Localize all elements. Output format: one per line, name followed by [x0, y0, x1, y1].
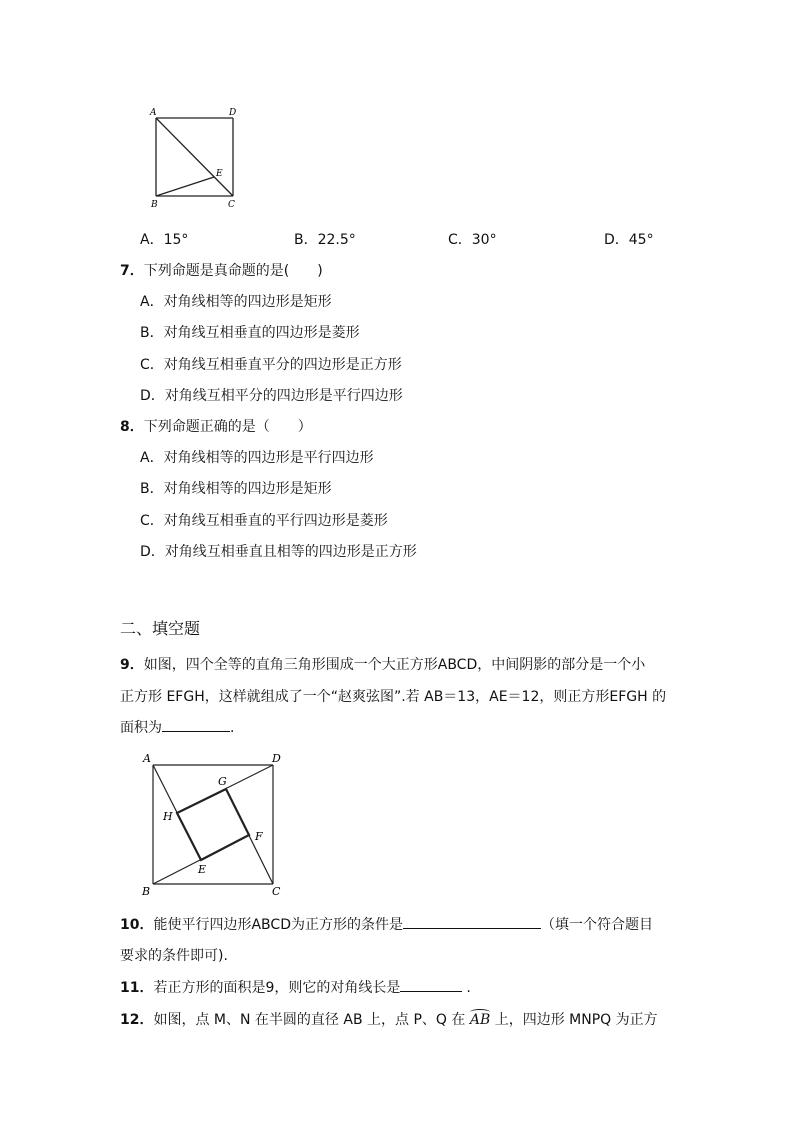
- arc-ab: AB: [469, 1012, 491, 1028]
- question-stem: 下列命题是真命题的是( ): [143, 263, 323, 279]
- label-a: A: [143, 752, 151, 765]
- label-c: C: [228, 200, 235, 210]
- label-d: D: [229, 108, 237, 118]
- answer-blank[interactable]: [400, 977, 462, 992]
- q8-option-c[interactable]: C．对角线互相垂直的平行四边形是菱形: [140, 513, 388, 529]
- q7-option-d[interactable]: D．对角线互相平分的四边形是平行四边形: [140, 388, 403, 404]
- question-12: [120, 1009, 658, 1029]
- label-b: B: [151, 200, 158, 210]
- section-title-fill-in: 二、填空题: [120, 619, 201, 638]
- question-text-end: .: [230, 720, 235, 736]
- label-e: E: [216, 169, 223, 179]
- area-value: 9: [265, 980, 275, 996]
- question-7: [120, 260, 323, 280]
- question-text: 如图，四个全等的直角三角形围成一个大正方形ABCD，中间阴影的部分是一个小: [143, 657, 646, 673]
- question-text: （填一个符合题目: [540, 917, 653, 933]
- label-d: D: [272, 752, 281, 765]
- question-10-line2: 要求的条件即可).: [120, 948, 228, 964]
- q7-option-b[interactable]: B．对角线互相垂直的四边形是菱形: [140, 325, 360, 341]
- question-number: 12．: [120, 1012, 154, 1028]
- question-text: 能使平行四边形ABCD为正方形的条件是: [153, 917, 403, 933]
- q6-option-d[interactable]: D．45°: [604, 232, 654, 248]
- question-number: 10．: [120, 917, 154, 933]
- question-text: 面积为: [120, 720, 162, 736]
- question-9-line2: 正方形 EFGH，这样就组成了一个“赵爽弦图”.若 AB＝13，AE＝12，则正方形EFGH 的: [120, 689, 667, 705]
- label-g: G: [218, 775, 227, 788]
- q6-option-b[interactable]: B．22.5°: [294, 232, 356, 248]
- inner-square-efgh: [177, 789, 249, 860]
- q6-option-c[interactable]: C．30°: [448, 232, 497, 248]
- question-text: 若正方形的面积是: [153, 980, 266, 996]
- question-number: 9．: [120, 657, 144, 673]
- diagonal-ac: [156, 118, 233, 196]
- q7-option-c[interactable]: C．对角线互相垂直平分的四边形是正方形: [140, 357, 402, 373]
- label-b: B: [142, 885, 151, 898]
- question-text-end: .: [466, 980, 471, 996]
- question-10-line1: [120, 914, 653, 934]
- question-8: [120, 416, 312, 436]
- label-f: F: [255, 830, 263, 843]
- label-e: E: [198, 863, 207, 876]
- q7-option-a[interactable]: A．对角线相等的四边形是矩形: [140, 294, 332, 310]
- segment-be: [156, 177, 214, 196]
- question-text: 上，四边形 MNPQ 为正方: [494, 1012, 658, 1028]
- question-number: 7．: [120, 263, 144, 279]
- question-number: 8．: [120, 419, 144, 435]
- q6-option-a[interactable]: A．15°: [140, 232, 189, 248]
- label-h: H: [163, 810, 173, 823]
- question-text: 如图，点 M、N 在半圆的直径 AB 上，点 P、Q 在: [153, 1012, 466, 1028]
- question-text: ，则它的对角线长是: [274, 980, 401, 996]
- label-c: C: [272, 885, 281, 898]
- question-stem: 下列命题正确的是（ ）: [143, 419, 312, 435]
- q8-option-a[interactable]: A．对角线相等的四边形是平行四边形: [140, 450, 374, 466]
- question-9-line3: [120, 717, 234, 737]
- answer-blank[interactable]: [162, 717, 230, 732]
- figure-square-abcd-e: [140, 100, 250, 215]
- question-number: 11．: [120, 980, 154, 996]
- answer-blank[interactable]: [403, 914, 541, 929]
- q8-option-b[interactable]: B．对角线相等的四边形是矩形: [140, 481, 332, 497]
- q8-option-d[interactable]: D．对角线互相垂直且相等的四边形是正方形: [140, 544, 417, 560]
- figure-zhao-shuang-diagram: [138, 748, 288, 898]
- question-9-line1: [120, 654, 645, 674]
- label-a: A: [150, 108, 157, 118]
- question-11: [120, 977, 471, 997]
